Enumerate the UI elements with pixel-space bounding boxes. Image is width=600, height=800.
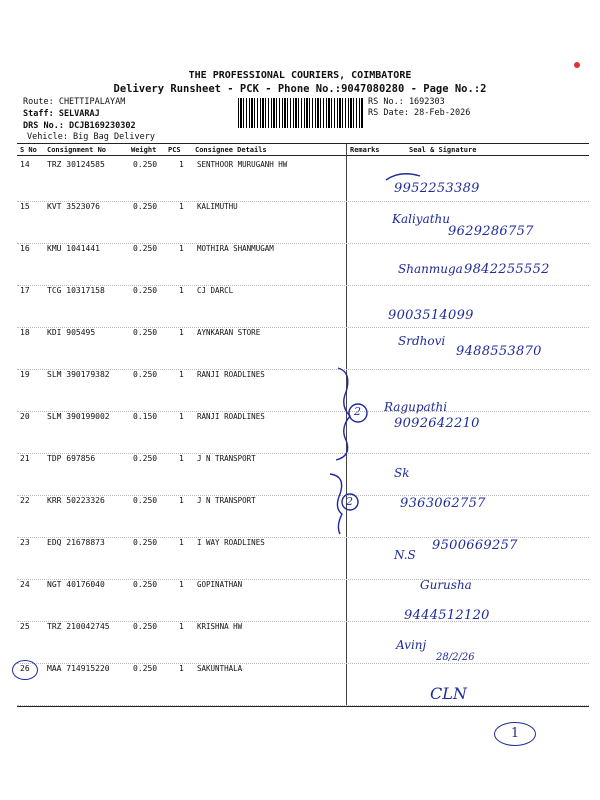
bracket-stroke	[336, 368, 350, 460]
row-weight: 0.250	[133, 454, 158, 463]
row-weight: 0.250	[133, 370, 158, 379]
table-bottom-rule	[17, 706, 589, 707]
row-sno: 22	[20, 496, 30, 505]
row-pcs: 1	[179, 664, 184, 673]
col-pcs: PCS	[168, 146, 181, 154]
handwritten-signature: Ragupathi	[384, 400, 448, 414]
row-consignment: KVT 3523076	[47, 202, 100, 211]
handwritten-signature: Sk	[394, 466, 410, 480]
row-consignment: KDI 905495	[47, 328, 96, 337]
handwritten-phone: 9842255552	[464, 262, 550, 277]
handwritten-signature: Srdhovi	[398, 334, 446, 348]
scribble-stroke	[386, 174, 420, 180]
handwritten-phone: 9952253389	[394, 181, 480, 196]
company-title: THE PROFESSIONAL COURIERS, COIMBATORE	[188, 70, 412, 81]
row-consignment: MAA 714915220	[47, 664, 110, 673]
handwritten-signature: Shanmuga	[398, 262, 463, 276]
row-sno: 26	[20, 664, 30, 673]
col-consignee: Consignee Details	[195, 146, 267, 154]
row-sno: 25	[20, 622, 30, 631]
rs-number: RS No.: 1692303	[368, 97, 445, 107]
handwritten-date: 28/2/26	[436, 652, 475, 663]
row-sno: 19	[20, 370, 30, 379]
row-consignee: SENTHOOR MURUGANH HW	[197, 160, 288, 169]
row-consignment: TDP 697856	[47, 454, 96, 463]
row-consignment: KRR 50223326	[47, 496, 105, 505]
col-remarks: Remarks	[350, 146, 380, 154]
row-consignee: KRISHNA HW	[197, 622, 243, 631]
bracket-count-label: 2	[346, 495, 353, 508]
row-sno: 23	[20, 538, 30, 547]
row-weight: 0.250	[133, 202, 158, 211]
row-weight: 0.250	[133, 328, 158, 337]
row-pcs: 1	[179, 202, 184, 211]
handwritten-signature: Gurusha	[420, 578, 472, 592]
col-sno: S No	[20, 146, 37, 154]
row-consignee: KALIMUTHU	[197, 202, 238, 211]
row-sno: 20	[20, 412, 30, 421]
col-seal: Seal & Signature	[409, 146, 477, 154]
row-sno: 17	[20, 286, 30, 295]
row-consignment: EDQ 21678873	[47, 538, 105, 547]
bracket-count-label: 2	[354, 405, 361, 418]
row-weight: 0.250	[133, 496, 158, 505]
handwritten-phone: 9092642210	[394, 416, 480, 431]
row-weight: 0.250	[133, 244, 158, 253]
vehicle: Vehicle: Big Bag Delivery	[27, 132, 155, 142]
page-number-circle-text: 1	[510, 726, 520, 741]
row-consignment: TRZ 210042745	[47, 622, 110, 631]
handwritten-signature: Kaliyathu	[392, 212, 451, 226]
handwritten-phone: 9363062757	[400, 496, 486, 511]
row-sno: 21	[20, 454, 30, 463]
row-sno: 24	[20, 580, 30, 589]
row-pcs: 1	[179, 580, 184, 589]
row-weight: 0.150	[133, 412, 158, 421]
rs-date: RS Date: 28-Feb-2026	[368, 108, 471, 118]
row-pcs: 1	[179, 286, 184, 295]
row-weight: 0.250	[133, 664, 158, 673]
runsheet-subtitle: Delivery Runsheet - PCK - Phone No.:9047080280 - Page No.:2	[113, 83, 487, 95]
col-consignment: Consignment No	[47, 146, 107, 154]
row-weight: 0.250	[133, 622, 158, 631]
route: Route: CHETTIPALAYAM	[23, 97, 126, 107]
row-sno: 15	[20, 202, 30, 211]
bracket-stroke	[330, 474, 342, 534]
handwritten-signature: N.S	[394, 548, 416, 562]
handwritten-phone: 9500669257	[432, 538, 518, 553]
handwritten-phone: 9444512120	[404, 608, 490, 623]
row-sno: 18	[20, 328, 30, 337]
handwritten-phone: 9488553870	[456, 344, 542, 359]
row-consignee: AYNKARAN STORE	[197, 328, 261, 337]
row-consignment: NGT 40176040	[47, 580, 105, 589]
page-number-circle	[494, 722, 536, 746]
handwritten-phone: 9003514099	[388, 308, 474, 323]
row-pcs: 1	[179, 538, 184, 547]
row-pcs: 1	[179, 370, 184, 379]
row-consignment: TCG 10317158	[47, 286, 105, 295]
row-consignee: I WAY ROADLINES	[197, 538, 265, 547]
row-weight: 0.250	[133, 160, 158, 169]
row-pcs: 1	[179, 496, 184, 505]
row-pcs: 1	[179, 328, 184, 337]
row-consignment: TRZ 30124585	[47, 160, 105, 169]
row-consignment: SLM 390179382	[47, 370, 110, 379]
row-consignee: J N TRANSPORT	[197, 496, 256, 505]
row-consignee: RANJI ROADLINES	[197, 370, 265, 379]
row-sno: 14	[20, 160, 30, 169]
col-weight: Weight	[131, 146, 157, 154]
row-sno: 16	[20, 244, 30, 253]
row-consignee: CJ DARCL	[197, 286, 234, 295]
row-pcs: 1	[179, 454, 184, 463]
row-pcs: 1	[179, 622, 184, 631]
handwritten-cln: CLN	[430, 684, 467, 703]
row-consignee: RANJI ROADLINES	[197, 412, 265, 421]
handwritten-signature: Avinj	[396, 638, 427, 652]
row-consignment: SLM 390199002	[47, 412, 110, 421]
row-consignment: KMU 1041441	[47, 244, 100, 253]
row-consignee: MOTHIRA SHANMUGAM	[197, 244, 274, 253]
row-consignee: SAKUNTHALA	[197, 664, 243, 673]
staff: Staff: SELVARAJ	[23, 109, 100, 119]
row-weight: 0.250	[133, 286, 158, 295]
row-pcs: 1	[179, 244, 184, 253]
row-consignee: GOPINATHAN	[197, 580, 243, 589]
row-consignee: J N TRANSPORT	[197, 454, 256, 463]
row-26-circle-mark	[12, 660, 38, 680]
handwritten-phone: 9629286757	[448, 224, 534, 239]
drs-number: DRS No.: DCJB169230302	[23, 121, 136, 131]
row-weight: 0.250	[133, 538, 158, 547]
row-pcs: 1	[179, 412, 184, 421]
row-weight: 0.250	[133, 580, 158, 589]
row-pcs: 1	[179, 160, 184, 169]
